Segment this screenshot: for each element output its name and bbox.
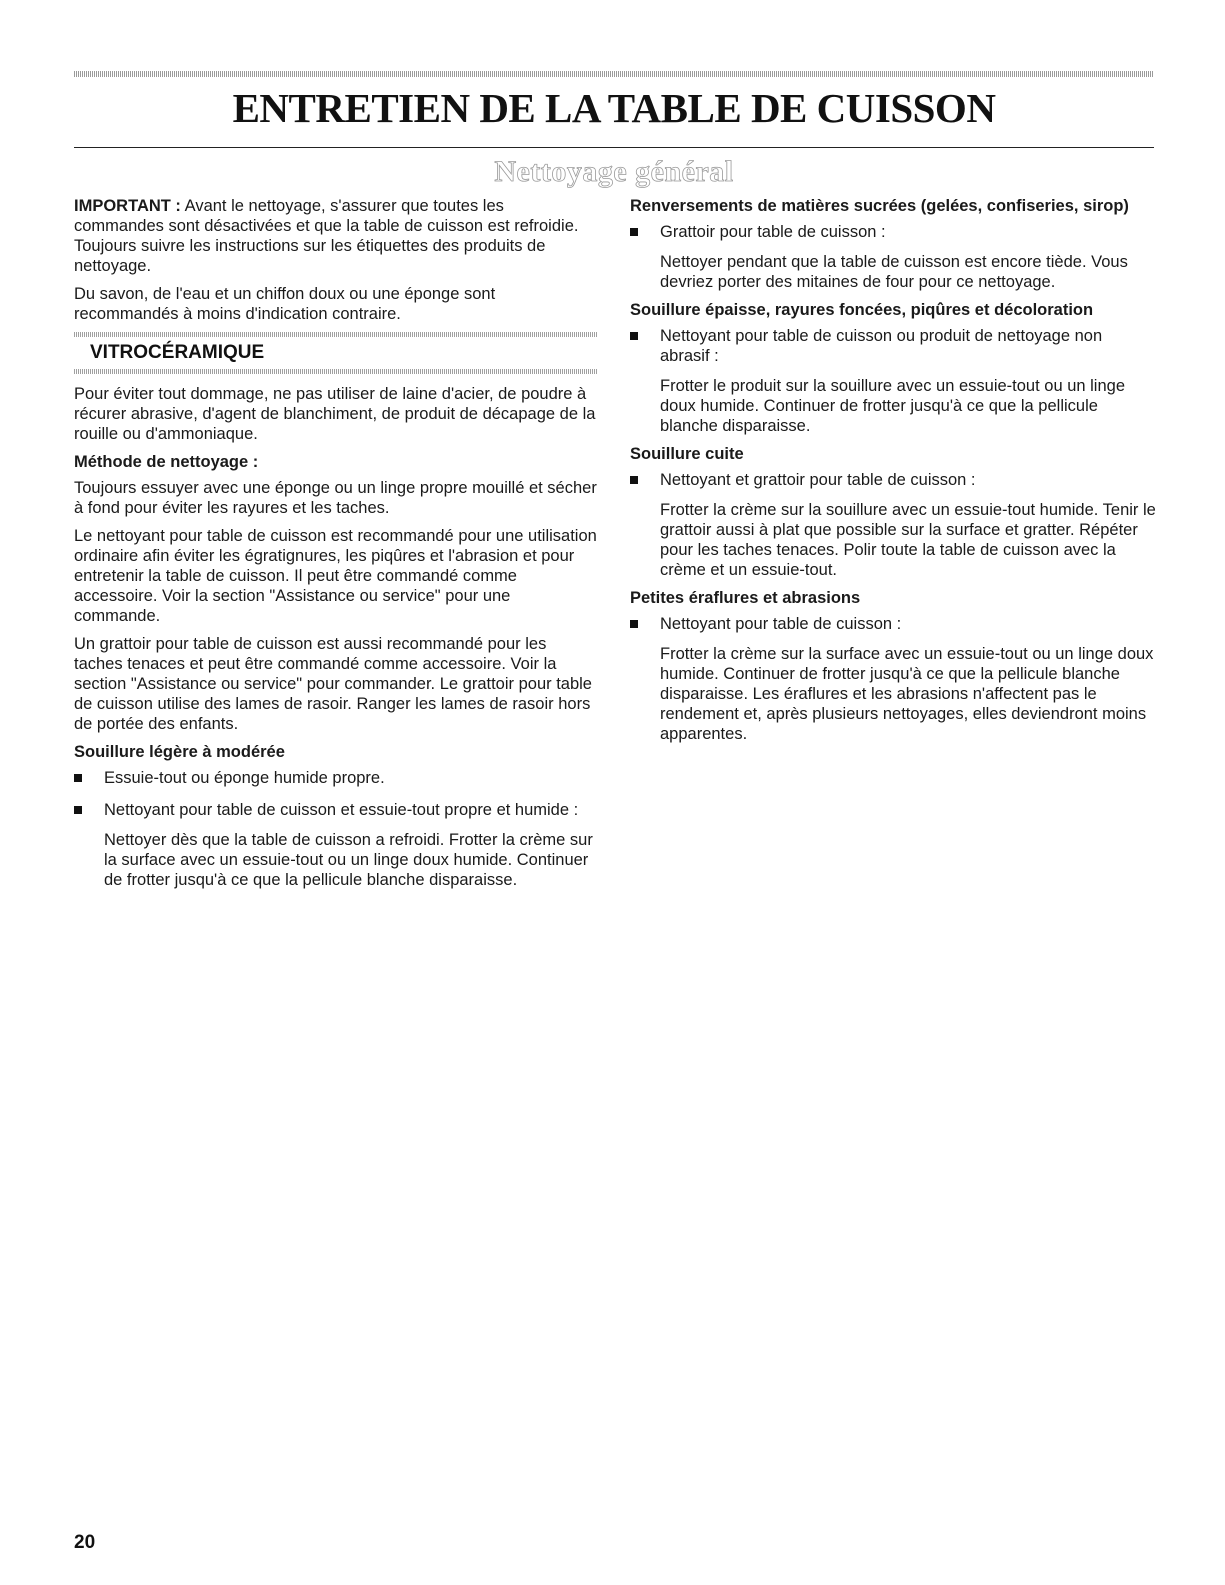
page-number: 20 <box>74 1532 96 1553</box>
subsection-rule-bottom <box>74 369 598 374</box>
subsection-banner <box>74 332 598 374</box>
page-title: ENTRETIEN DE LA TABLE DE CUISSON <box>232 85 996 131</box>
bullet-text: Nettoyant pour table de cuisson et essuie-tout propre et humide : <box>104 801 579 819</box>
epaisse-heading: Souillure épaisse, rayures foncées, piqûres et décoloration <box>630 301 1094 319</box>
important-label: IMPORTANT : <box>74 197 181 215</box>
right-column <box>630 196 1156 752</box>
sucre-heading: Renversements de matières sucrées (gelées, confiseries, sirop) <box>630 197 1129 215</box>
bullet-text: Essuie-tout ou éponge humide propre. <box>104 769 385 787</box>
warning-paragraph: Pour éviter tout dommage, ne pas utiliser de laine d'acier, de poudre à récurer abrasive, d'agent de blanchiment, de produit de décapage de la rouille ou d'ammoniaque. <box>74 385 596 443</box>
bullet-text: Nettoyant et grattoir pour table de cuisson : <box>660 471 976 489</box>
bullet-square-icon <box>630 476 638 484</box>
bullet-square-icon <box>630 620 638 628</box>
top-dotted-rule <box>74 71 1154 77</box>
cuite-heading: Souillure cuite <box>630 445 744 463</box>
bullet-item <box>630 326 1156 366</box>
left-column <box>74 196 598 898</box>
soap-paragraph: Du savon, de l'eau et un chiffon doux ou une éponge sont recommandés à moins d'indication contraire. <box>74 285 496 323</box>
bullet-detail: Frotter la crème sur la souillure avec un essuie-tout humide. Tenir le grattoir aussi à plat que possible sur la surface et gratter. Répéter pour les taches tenaces. Polir toute la table de cuisson avec la crème et un essuie-tout. <box>660 501 1156 579</box>
bullet-square-icon <box>630 332 638 340</box>
legere-heading: Souillure légère à modérée <box>74 743 285 761</box>
bullet-detail: Frotter le produit sur la souillure avec un essuie-tout ou un linge doux humide. Continuer de frotter jusqu'à ce que la pellicule blanche disparaisse. <box>660 377 1126 435</box>
bullet-item <box>74 768 598 788</box>
important-text: Avant le nettoyage, s'assurer que toutes les commandes sont désactivées et que la table de cuisson est refroidie. Toujours suivre les instructions sur les étiquettes des produits de nettoyage. <box>74 197 579 275</box>
bullet-square-icon <box>74 774 82 782</box>
bullet-text: Nettoyant pour table de cuisson ou produit de nettoyage non abrasif : <box>660 327 1103 365</box>
bullet-detail: Nettoyer dès que la table de cuisson a refroidi. Frotter la crème sur la surface avec un essuie-tout ou un linge doux humide. Continuer de frotter jusqu'à ce que la pellicule blanche disparaisse. <box>104 831 593 889</box>
section-title: Nettoyage général <box>494 155 734 188</box>
methode-paragraph: Le nettoyant pour table de cuisson est recommandé pour une utilisation ordinaire afin éviter les égratignures, les piqûres et l'abrasion et pour entretenir la table de cuisson. Il peut être commandé comme accessoire. Voir la section "Assistance ou service" pour une commande. <box>74 527 597 625</box>
bullet-square-icon <box>74 806 82 814</box>
bullet-text: Grattoir pour table de cuisson : <box>660 223 886 241</box>
methode-heading: Méthode de nettoyage : <box>74 453 259 471</box>
important-paragraph <box>74 196 598 276</box>
title-rule <box>74 147 1154 148</box>
bullet-item <box>630 222 1156 242</box>
eraflures-heading: Petites éraflures et abrasions <box>630 589 861 607</box>
bullet-item <box>74 800 598 820</box>
bullet-detail: Frotter la crème sur la surface avec un essuie-tout ou un linge doux humide. Continuer de frotter jusqu'à ce que la pellicule blanche disparaisse. Les éraflures et les abrasions n'affectent pas le rendement et, après plusieurs nettoyages, elles deviendront moins apparentes. <box>660 645 1154 743</box>
bullet-detail: Nettoyer pendant que la table de cuisson est encore tiède. Vous devriez porter des mitaines de four pour ce nettoyage. <box>660 253 1128 291</box>
bullet-item <box>630 614 1156 634</box>
bullet-text: Nettoyant pour table de cuisson : <box>660 615 902 633</box>
methode-paragraph: Toujours essuyer avec une éponge ou un linge propre mouillé et sécher à fond pour éviter les rayures et les taches. <box>74 479 597 517</box>
bullet-item <box>630 470 1156 490</box>
methode-paragraph: Un grattoir pour table de cuisson est aussi recommandé pour les taches tenaces et peut être commandé comme accessoire. Voir la section "Assistance ou service" pour commander. Le grattoir pour table de cuisson utilise des lames de rasoir. Ranger les lames de rasoir hors de portée des enfants. <box>74 635 592 733</box>
bullet-square-icon <box>630 228 638 236</box>
subsection-title: VITROCÉRAMIQUE <box>90 342 265 363</box>
